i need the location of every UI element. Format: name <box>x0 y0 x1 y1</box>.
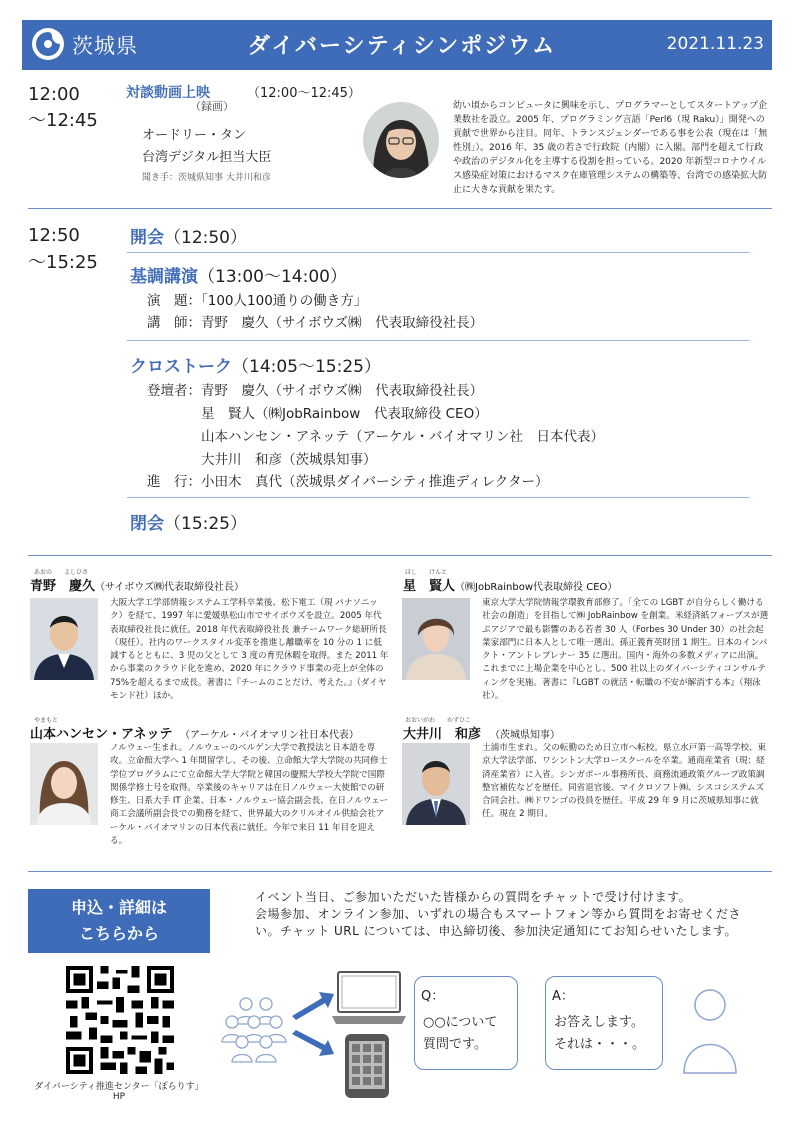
closing-time: （15:25） <box>164 514 247 534</box>
answer-bubble <box>545 976 663 1070</box>
session1-listener: 聞き手：茨城県知事 大井川和彦 <box>142 173 271 183</box>
profile-name: 星 賢人 <box>403 579 456 594</box>
profile-ruby: ほし けんと <box>405 569 448 576</box>
yamamoto-hansen-photo <box>30 743 98 825</box>
answer-line1: お答えします。 <box>554 1015 644 1030</box>
session1-title: 対談動画上映 <box>126 85 210 101</box>
profile-ruby: やまもと <box>34 717 59 724</box>
laptop-icon <box>330 970 408 1030</box>
crosstalk-panelist: 星 賢人（㈱JobRainbow 代表取締役 CEO） <box>147 406 488 422</box>
opening-heading <box>130 223 247 248</box>
question-line1: ○○について <box>423 1015 498 1030</box>
session1-time-start: 12:00 <box>28 84 80 105</box>
session2-time-end: ～15:25 <box>28 252 98 273</box>
answer-line2: それは・・・。 <box>554 1037 646 1052</box>
crosstalk-label: クロストーク <box>130 357 232 377</box>
profile-role: （茨城県知事） <box>490 730 560 741</box>
keynote-topic: 演 題：「100人100通りの働き方」 <box>147 293 368 309</box>
session1-time-end: ～12:45 <box>28 110 98 131</box>
session-separator <box>127 497 749 498</box>
keynote-speaker: 講 師：青野 慶久（サイボウズ㈱ 代表取締役社長） <box>147 315 484 331</box>
question-head: Q： <box>421 989 445 1004</box>
hoshi-photo <box>402 598 470 680</box>
page-title: ダイバーシティシンポジウム <box>247 34 557 59</box>
closing-heading <box>130 509 247 534</box>
profile-ruby: おおいがわ かずひこ <box>405 717 472 724</box>
chat-info-text <box>255 889 755 940</box>
profile-role: （サイボウズ㈱代表取締役社長） <box>95 582 244 593</box>
profile-name: 青野 慶久 <box>30 579 96 594</box>
qr-label: ダイバーシティ推進センター「ぽらりす」HP <box>34 1082 204 1102</box>
qr-code-icon[interactable] <box>64 966 176 1074</box>
apply-button-line1: 申込・詳細は <box>70 898 167 917</box>
profile-bio: 土浦市生まれ。父の転勤のため日立市へ転校。県立水戸第一高等学校、東京大学法学部、ワシントン大学ロースクールを卒業。通商産業省（現：経済産業省）に入省。シンガポール事務所長、商務流通政策グループ政策調整官補佐などを歴任。同省退官後、マイクロソフト㈱、シスコシステムズ合同会社、㈱ドワンゴの役員を歴任。平成 29 年 9 月に茨城県知事に就任。現在 2 期目。 <box>482 743 767 820</box>
keynote-heading <box>130 262 347 287</box>
event-date: 2021.11.23 <box>666 34 764 54</box>
crosstalk-panelist: 登壇者：青野 慶久（サイボウズ㈱ 代表取締役社長） <box>147 383 484 399</box>
header-bar <box>22 20 772 70</box>
closing-label: 閉会 <box>130 514 164 534</box>
chat-info-line1: イベント当日、ご参加いただいた皆様からの質問をチャットで受け付けます。 <box>255 890 692 904</box>
crosstalk-heading <box>130 352 381 377</box>
session1-recorded: （録画） <box>190 100 234 113</box>
session1-speaker-role: 台湾デジタル担当大臣 <box>142 150 272 165</box>
session-separator <box>127 252 749 253</box>
crosstalk-moderator: 進 行：小田木 真代（茨城県ダイバーシティ推進ディレクター） <box>147 474 549 490</box>
section-divider <box>28 871 772 872</box>
person-icon <box>680 985 740 1075</box>
aono-photo <box>30 598 98 680</box>
section-divider <box>28 555 772 556</box>
apply-details-button[interactable] <box>28 889 210 953</box>
crosstalk-time: （14:05～15:25） <box>232 357 381 377</box>
profile-ruby: あおの よしひさ <box>34 569 89 576</box>
ibaraki-logo-icon <box>30 26 66 62</box>
session1-time: （12:00～12:45） <box>247 86 361 101</box>
opening-time: （12:50） <box>164 228 247 248</box>
keynote-time: （13:00～14:00） <box>198 267 347 287</box>
profile-name: 山本ハンセン・アネッテ <box>30 727 173 742</box>
session2-time-start: 12:50 <box>28 225 80 246</box>
crosstalk-panelist: 大井川 和彦（茨城県知事） <box>147 452 377 468</box>
session-separator <box>127 340 749 341</box>
profile-role: （アーケル・バイオマリン社日本代表） <box>180 730 359 741</box>
keynote-label: 基調講演 <box>130 267 198 287</box>
crosstalk-panelist: 山本ハンセン・アネッテ（アーケル・バイオマリン社 日本代表） <box>147 429 604 445</box>
question-bubble <box>414 976 518 1070</box>
audrey-tang-photo <box>363 102 439 178</box>
session1-bio: 幼い頃からコンピュータに興味を示し、プログラマーとしてスタートアップ企業数社を設立。2005 年、プログラミング言語「Perl6（現 Raku）」開発への貢献で世界から注目。同年、トランスジェンダーである事を公表（現在は「無性別」）。2016 年、35 歳の若さで行政院（内閣）に入閣。部門を超えて行政や政治のデジタル化を主導する役割を担っている。2020 年新型コロナウイルス感染症対策におけるマスク在庫管理システムの構築等、台湾での感染拡大防止に大きな貢献を果たす。 <box>453 101 768 195</box>
section-divider <box>28 208 772 209</box>
smartphone-icon <box>343 1033 391 1099</box>
profile-bio: 大阪大学工学部情報システム工学科卒業後、松下電工（現 パナソニック）を経て、1997 年に愛媛県松山市でサイボウズを設立。2005 年代表取締役社長に就任。2018 年代表取締役社長 兼チームワーク総研所長（現任）。社内のワークスタイル変革を推進し離職率を 10 分の 1 に低減するとともに、3 児の父として 3 度の育児休暇を取得。また 2011 年から事業のクラウド化を進め、2020 年にクラウド事業の売上が全体の 75%を超えるまで成長。著書に『チームのことだけ、考えた。』（ダイヤモンド社）ほか。 <box>110 598 389 702</box>
apply-button-line2: こちらから <box>78 924 159 943</box>
profile-bio: ノルウェー生まれ。ノルウェーのベルゲン大学で教授法と日本語を専攻。立命館大学へ 1 年間留学し、その後、立命館大学大学院の共同修士学位プログラムにて立命館大学大学院と韓国の慶熙大学校大学院で国際関係学修士号を取得。卒業後のキャリアは在日ノルウェー大使館での研修生、日系大手 IT 企業、日本・ノルウェー協会副会長、在日ノルウェー商工会議所副会長での勤務を経て、世界最大のクリルオイル供給会社アーケル・バイオマリンの日本代表に就任。今年で来日 11 年目を迎える。 <box>110 743 389 847</box>
question-line2: 質問です。 <box>423 1037 487 1052</box>
opening-label: 開会 <box>130 228 164 248</box>
chat-info-line2: 会場参加、オンライン参加、いずれの場合もスマートフォン等から質問をお寄せください。チャット URL については、申込締切後、参加決定通知にてお知らせいたします。 <box>255 907 741 938</box>
profile-role: （㈱JobRainbow代表取締役 CEO） <box>455 582 618 593</box>
prefecture-name: 茨城県 <box>72 34 138 58</box>
session1-speaker-name: オードリー・タン <box>142 128 247 143</box>
profile-bio: 東京大学大学院情報学環教育部修了。「全ての LGBT が自分らしく働ける社会の創造」を目指して㈱ JobRainbow を創業。米経済紙フォーブスが選ぶアジアで最も影響のある若者 30 人（Forbes 30 Under 30）の社会起業家部門に日本人として唯一選出。孫正義育英財団 1 期生。日本のインパクト・アントレプレナー 35 に選出。国内・海外の多数メディアに出演。これまでに上場企業を中心とし、500 社以上のダイバーシティコンサルティングを実施。著書に『LGBT の就活・転職の不安が解消する本』（翔泳社）。 <box>482 598 769 702</box>
profile-name: 大井川 和彦 <box>403 727 482 742</box>
oigawa-photo <box>402 743 470 825</box>
answer-head: A： <box>552 989 574 1004</box>
